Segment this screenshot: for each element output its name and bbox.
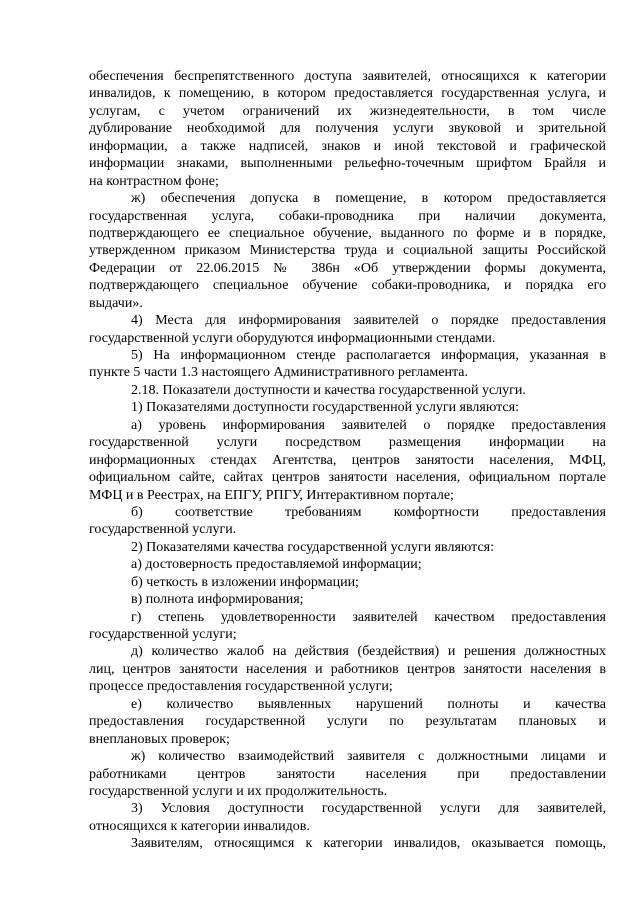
text-line: внеплановых проверок;	[89, 731, 230, 747]
text-line: государственной услуги.	[89, 522, 237, 538]
text-line: подтверждающего специальное обучение собаки-проводника, и порядка его	[89, 278, 606, 294]
text-line: подтверждающего ее специальное обучение, выданного по форме и в порядке,	[89, 225, 606, 241]
text-line: инвалидов, к помещению, в котором предоставляется государственная услуга, и	[89, 86, 606, 102]
text-line: б) четкость в изложении информации;	[131, 574, 359, 590]
text-line: выдачи».	[89, 295, 143, 311]
text-line: официальном сайте, сайтах центров занятости населения, официальном портале	[89, 470, 606, 486]
text-line: информации, а также надписей, знаков и иной текстовой и графической	[89, 138, 606, 154]
text-line: государственная услуга, собаки-проводника при наличии документа,	[89, 208, 606, 224]
text-line: а) достоверность предоставляемой информации;	[131, 557, 422, 573]
text-line: МФЦ и в Реестрах, на ЕПГУ, РПГУ, Интерактивном портале;	[89, 487, 454, 503]
text-line: б) соответствие требованиям комфортности предоставления	[131, 504, 606, 520]
text-line: обеспечения беспрепятственного доступа заявителей, относящихся к категории	[89, 69, 606, 84]
text-line: государственной услуги;	[89, 627, 237, 642]
text-line: услугам, с учетом ограничений их жизнедеятельности, в том числе	[89, 103, 606, 119]
text-line: 2) Показателями качества государственной услуги являются:	[131, 539, 494, 555]
text-line: Федерации от 22.06.2015 № 386н «Об утверждении формы документа,	[89, 260, 606, 276]
text-line: государственной услуги и их продолжительность.	[89, 783, 388, 799]
text-line: относящихся к категории инвалидов.	[89, 818, 310, 834]
text-line: 5) На информационном стенде располагается информация, указанная в	[131, 348, 606, 363]
text-line: Заявителям, относящимся к категории инвалидов, оказывается помощь,	[131, 836, 606, 852]
text-line: 3) Условия доступности государственной услуги для заявителей,	[131, 801, 606, 817]
text-line: на контрастном фоне;	[89, 173, 219, 189]
text-line: пункте 5 части 1.3 настоящего Административного регламента.	[89, 365, 468, 381]
text-line: а) уровень информирования заявителей о порядке предоставления	[131, 417, 606, 433]
text-line: лиц, центров занятости населения и работников центров занятости населения в	[89, 661, 606, 677]
text-line: д) количество жалоб на действия (бездействия) и решения должностных	[131, 644, 606, 660]
text-line: государственной услуги посредством размещения информации на	[89, 435, 606, 451]
document-body	[89, 68, 606, 853]
text-line: 1) Показателями доступности государственной услуги являются:	[131, 400, 519, 416]
text-line: процессе предоставления государственной услуги;	[89, 679, 393, 695]
text-line: государственной услуги оборудуются информационными стендами.	[89, 330, 496, 346]
text-line: ж) обеспечения допуска в помещение, в котором предоставляется	[131, 191, 606, 207]
text-line: в) полнота информирования;	[131, 592, 304, 608]
text-line: е) количество выявленных нарушений полноты и качества	[131, 696, 606, 712]
text-line: информационных стендах Агентства, центров занятости населения, МФЦ,	[89, 452, 606, 468]
text-line: г) степень удовлетворенности заявителей качеством предоставления	[131, 609, 606, 625]
text-line: 2.18. Показатели доступности и качества государственной услуги.	[131, 382, 526, 398]
text-line: 4) Места для информирования заявителей о порядке предоставления	[131, 313, 606, 329]
text-line: работниками центров занятости населения при предоставлении	[89, 766, 606, 782]
text-line: дублирование необходимой для получения услуги звуковой и зрительной	[89, 121, 606, 137]
text-line: утвержденном приказом Министерства труда и социальной защиты Российской	[89, 243, 606, 259]
text-line: информации знаками, выполненными рельефно-точечным шрифтом Брайля и	[89, 156, 606, 172]
text-line: предоставления государственной услуги по результатам плановых и	[89, 714, 606, 730]
text-line: ж) количество взаимодействий заявителя с должностными лицами и	[131, 749, 606, 765]
